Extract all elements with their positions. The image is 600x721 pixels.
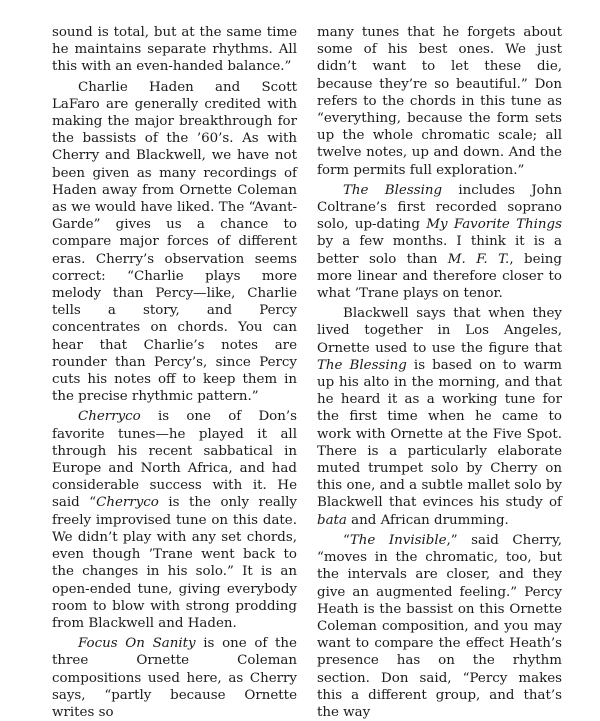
tune-title: My Favorite Things <box>426 217 562 233</box>
paragraph: many tunes that he forgets about some of his best ones. We just didn’t want to let these die, because they’re so beautiful.” Don refers to the chords in this tune as “everything, because the form sets up the whole chromatic scale; all twelve notes, up and down. And the form permits full exploration.” <box>317 25 562 178</box>
italic-term: bata <box>317 512 347 528</box>
paragraph: Charlie Haden and Scott LaFaro are generally credited with making the major breakthrough for the bassists of the ’60’s. As with Cherry and Blackwell, we have not been given as many recordings of Haden away from Ornette Coleman as we would have liked. The “Avant-Garde” gives us a chance to compare major forces of different eras. Cherry’s observation seems correct: “Charlie plays more melody than Percy—like, Charlie tells a story, and Percy concentrates on chords. You can hear that Charlie’s notes are rounder than Percy’s, since Percy cuts his notes off to keep them in the precise rhythmic pattern.” <box>52 79 297 405</box>
tune-title: M. F. T. <box>447 251 510 267</box>
tune-title: The Blessing <box>343 182 443 198</box>
paragraph: “The Invisible,” said Cherry, “moves in the chromatic, too, but the intervals are closer, and they give an augmented feeling.” Percy Heath is the bassist on this Ornette Coleman composition, and you may want to compare the effect Heath’s presence has on the rhythm section. Don said, “Percy makes this a different group, and that’s the way <box>317 532 562 720</box>
tune-title: Focus On Sanity <box>78 636 196 652</box>
tune-title: The Blessing <box>317 357 407 373</box>
paragraph: Cherryco is one of Don’s favorite tunes—he played it all through his recent sabbatical in Europe and North Africa, and had considerable success with it. He said “Cherryco is the only really freely improvised tune on this date. We didn’t play with any set chords, even though ’Trane went back to the changes in his solo.” It is an open-ended tune, giving everybody room to blow with strong prodding from Blackwell and Haden. <box>52 409 297 631</box>
tune-title: The Invisible <box>349 532 447 548</box>
left-column <box>52 24 297 721</box>
paragraph: Focus On Sanity is one of the three Ornette Coleman compositions used here, as Cherry says, “partly because Ornette writes so <box>52 636 297 720</box>
tune-title: Cherryco <box>78 409 141 425</box>
paragraph: Blackwell says that when they lived together in Los Angeles, Ornette used to use the figure that The Blessing is based on to warm up his alto in the morning, and that he heard it as a working tune for the first time when he came to work with Ornette at the Five Spot. There is a particularly elaborate muted trumpet solo by Cherry on this one, and a subtle mallet solo by Blackwell that evinces his study of bata and African drumming. <box>317 306 562 528</box>
paragraph: sound is total, but at the same time he maintains separate rhythms. All this with an even-handed balance.” <box>52 25 297 75</box>
paragraph: The Blessing includes John Coltrane’s first recorded soprano solo, up-dating My Favorite Things by a few months. I think it is a better solo than M. F. T., being more linear and therefore closer to what ’Trane plays on tenor. <box>317 182 562 302</box>
right-column <box>317 24 562 721</box>
tune-title: Cherryco <box>96 495 159 511</box>
